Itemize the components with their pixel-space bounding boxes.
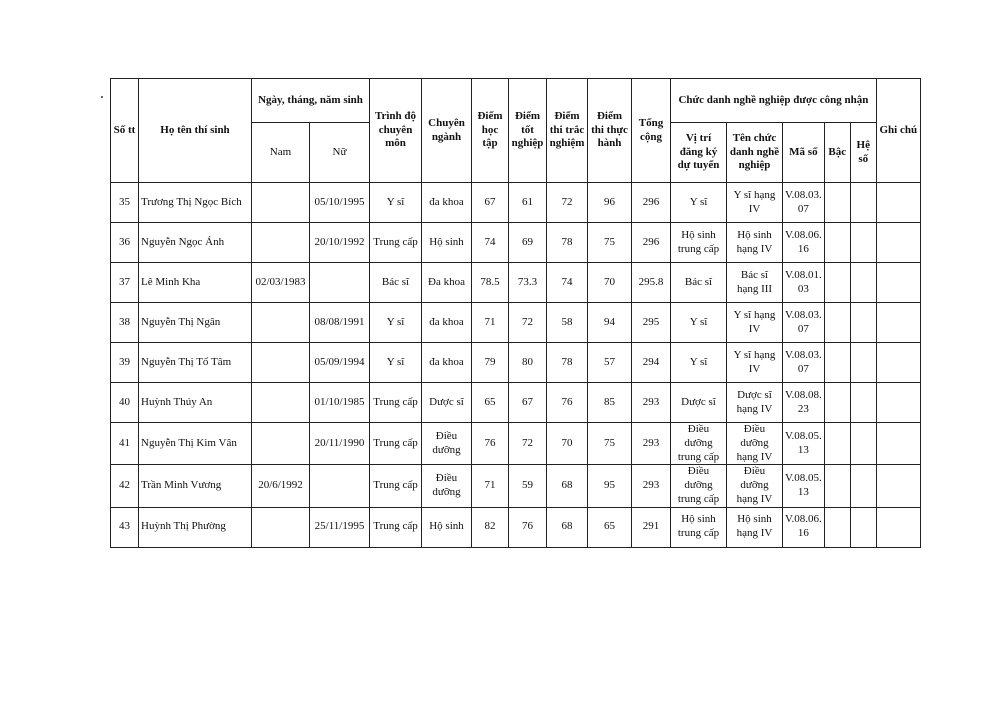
cell-note xyxy=(876,183,920,223)
cell-position: Y sĩ xyxy=(671,303,727,343)
cell-rank xyxy=(824,183,850,223)
cell-name: Trần Minh Vương xyxy=(139,465,252,507)
cell-code: V.08.05. 13 xyxy=(783,423,825,465)
cell-title: Bác sĩ hạng III xyxy=(727,263,783,303)
cell-major: Dược sĩ xyxy=(422,383,472,423)
cell-title: Dược sĩ hạng IV xyxy=(727,383,783,423)
cell-note xyxy=(876,223,920,263)
cell-position: Điều dưỡng trung cấp xyxy=(671,423,727,465)
cell-coef xyxy=(850,343,876,383)
table-row xyxy=(111,423,921,465)
cell-title: Y sĩ hạng IV xyxy=(727,183,783,223)
cell-level: Y sĩ xyxy=(370,343,422,383)
cell-grad: 73.3 xyxy=(509,263,547,303)
cell-test: 68 xyxy=(547,507,588,547)
cell-major: đa khoa xyxy=(422,303,472,343)
cell-female: 05/09/1994 xyxy=(310,343,370,383)
cell-title: Y sĩ hạng IV xyxy=(727,303,783,343)
cell-level: Y sĩ xyxy=(370,303,422,343)
cell-practice: 75 xyxy=(588,223,632,263)
cell-stt: 39 xyxy=(111,343,139,383)
cell-total: 293 xyxy=(632,423,671,465)
cell-rank xyxy=(824,507,850,547)
cell-practice: 94 xyxy=(588,303,632,343)
cell-coef xyxy=(850,303,876,343)
header-female: Nữ xyxy=(310,123,370,183)
cell-test: 76 xyxy=(547,383,588,423)
cell-study: 71 xyxy=(472,303,509,343)
cell-test: 72 xyxy=(547,183,588,223)
cell-grad: 59 xyxy=(509,465,547,507)
header-grad: Điểm tốt nghiệp xyxy=(509,79,547,183)
cell-male: 20/6/1992 xyxy=(252,465,310,507)
cell-male xyxy=(252,343,310,383)
cell-name: Nguyễn Thị Ngân xyxy=(139,303,252,343)
cell-name: Nguyễn Ngọc Ánh xyxy=(139,223,252,263)
cell-rank xyxy=(824,465,850,507)
table-row xyxy=(111,303,921,343)
cell-test: 78 xyxy=(547,223,588,263)
cell-position: Điều dưỡng trung cấp xyxy=(671,465,727,507)
cell-grad: 67 xyxy=(509,383,547,423)
cell-total: 293 xyxy=(632,383,671,423)
cell-total: 296 xyxy=(632,183,671,223)
cell-study: 74 xyxy=(472,223,509,263)
cell-position: Dược sĩ xyxy=(671,383,727,423)
header-test: Điểm thi trắc nghiệm xyxy=(547,79,588,183)
cell-total: 291 xyxy=(632,507,671,547)
cell-grad: 76 xyxy=(509,507,547,547)
cell-female xyxy=(310,263,370,303)
cell-study: 82 xyxy=(472,507,509,547)
cell-study: 65 xyxy=(472,383,509,423)
cell-rank xyxy=(824,223,850,263)
table-header xyxy=(111,79,921,183)
cell-major: Hộ sinh xyxy=(422,223,472,263)
cell-total: 295 xyxy=(632,303,671,343)
cell-coef xyxy=(850,263,876,303)
cell-level: Trung cấp xyxy=(370,507,422,547)
cell-position: Y sĩ xyxy=(671,343,727,383)
table-row xyxy=(111,465,921,507)
cell-male xyxy=(252,183,310,223)
cell-coef xyxy=(850,223,876,263)
cell-coef xyxy=(850,465,876,507)
cell-rank xyxy=(824,263,850,303)
cell-test: 78 xyxy=(547,343,588,383)
cell-code: V.08.03. 07 xyxy=(783,183,825,223)
cell-rank xyxy=(824,383,850,423)
header-title-group: Chức danh nghề nghiệp được công nhận xyxy=(671,79,877,123)
cell-code: V.08.01. 03 xyxy=(783,263,825,303)
cell-note xyxy=(876,343,920,383)
table-body xyxy=(111,183,921,548)
cell-practice: 95 xyxy=(588,465,632,507)
cell-rank xyxy=(824,343,850,383)
cell-rank xyxy=(824,303,850,343)
cell-female: 05/10/1995 xyxy=(310,183,370,223)
cell-study: 71 xyxy=(472,465,509,507)
cell-major: Điều dưỡng xyxy=(422,423,472,465)
cell-stt: 37 xyxy=(111,263,139,303)
cell-practice: 65 xyxy=(588,507,632,547)
cell-grad: 69 xyxy=(509,223,547,263)
cell-female xyxy=(310,465,370,507)
header-stt: Số tt xyxy=(111,79,139,183)
cell-coef xyxy=(850,423,876,465)
cell-major: đa khoa xyxy=(422,183,472,223)
header-rank: Bậc xyxy=(824,123,850,183)
header-coef: Hệ số xyxy=(850,123,876,183)
scan-speck xyxy=(101,96,103,98)
cell-name: Nguyễn Thị Tố Tâm xyxy=(139,343,252,383)
cell-major: Đa khoa xyxy=(422,263,472,303)
cell-practice: 57 xyxy=(588,343,632,383)
cell-stt: 35 xyxy=(111,183,139,223)
cell-total: 293 xyxy=(632,465,671,507)
cell-level: Trung cấp xyxy=(370,383,422,423)
cell-male xyxy=(252,423,310,465)
header-study: Điểm học tập xyxy=(472,79,509,183)
cell-practice: 70 xyxy=(588,263,632,303)
cell-name: Nguyễn Thị Kim Vân xyxy=(139,423,252,465)
cell-note xyxy=(876,303,920,343)
table-row xyxy=(111,383,921,423)
cell-female: 20/10/1992 xyxy=(310,223,370,263)
cell-grad: 72 xyxy=(509,423,547,465)
cell-code: V.08.06. 16 xyxy=(783,223,825,263)
cell-name: Lê Minh Kha xyxy=(139,263,252,303)
cell-level: Trung cấp xyxy=(370,465,422,507)
cell-female: 01/10/1985 xyxy=(310,383,370,423)
cell-level: Y sĩ xyxy=(370,183,422,223)
cell-female: 25/11/1995 xyxy=(310,507,370,547)
cell-major: Hộ sinh xyxy=(422,507,472,547)
header-major: Chuyên ngành xyxy=(422,79,472,183)
cell-grad: 72 xyxy=(509,303,547,343)
cell-total: 296 xyxy=(632,223,671,263)
cell-coef xyxy=(850,383,876,423)
cell-coef xyxy=(850,183,876,223)
header-dob: Ngày, tháng, năm sinh xyxy=(252,79,370,123)
cell-name: Huỳnh Thị Phường xyxy=(139,507,252,547)
candidate-score-table xyxy=(110,78,921,548)
table-row xyxy=(111,343,921,383)
cell-practice: 96 xyxy=(588,183,632,223)
cell-code: V.08.05. 13 xyxy=(783,465,825,507)
cell-position: Hộ sinh trung cấp xyxy=(671,507,727,547)
cell-position: Hộ sinh trung cấp xyxy=(671,223,727,263)
cell-male: 02/03/1983 xyxy=(252,263,310,303)
cell-code: V.08.03. 07 xyxy=(783,343,825,383)
header-total: Tổng cộng xyxy=(632,79,671,183)
cell-practice: 85 xyxy=(588,383,632,423)
cell-name: Trương Thị Ngọc Bích xyxy=(139,183,252,223)
cell-level: Bác sĩ xyxy=(370,263,422,303)
cell-title: Hộ sinh hạng IV xyxy=(727,223,783,263)
cell-note xyxy=(876,383,920,423)
cell-position: Bác sĩ xyxy=(671,263,727,303)
cell-note xyxy=(876,423,920,465)
cell-stt: 40 xyxy=(111,383,139,423)
cell-practice: 75 xyxy=(588,423,632,465)
cell-title: Hộ sinh hạng IV xyxy=(727,507,783,547)
table-row xyxy=(111,507,921,547)
cell-male xyxy=(252,507,310,547)
cell-major: Điều dưỡng xyxy=(422,465,472,507)
cell-test: 74 xyxy=(547,263,588,303)
cell-note xyxy=(876,263,920,303)
header-position: Vị trí đăng ký dự tuyển xyxy=(671,123,727,183)
cell-female: 20/11/1990 xyxy=(310,423,370,465)
cell-total: 295.8 xyxy=(632,263,671,303)
header-name: Họ tên thí sinh xyxy=(139,79,252,183)
cell-study: 78.5 xyxy=(472,263,509,303)
cell-title: Điều dưỡng hạng IV xyxy=(727,423,783,465)
cell-stt: 42 xyxy=(111,465,139,507)
cell-test: 70 xyxy=(547,423,588,465)
cell-female: 08/08/1991 xyxy=(310,303,370,343)
header-title-name: Tên chức danh nghề nghiệp xyxy=(727,123,783,183)
cell-title: Điều dưỡng hạng IV xyxy=(727,465,783,507)
cell-note xyxy=(876,507,920,547)
cell-name: Huỳnh Thúy An xyxy=(139,383,252,423)
cell-level: Trung cấp xyxy=(370,423,422,465)
cell-male xyxy=(252,223,310,263)
header-code: Mã số xyxy=(783,123,825,183)
cell-stt: 41 xyxy=(111,423,139,465)
header-male: Nam xyxy=(252,123,310,183)
header-level: Trình độ chuyên môn xyxy=(370,79,422,183)
cell-test: 58 xyxy=(547,303,588,343)
cell-code: V.08.03. 07 xyxy=(783,303,825,343)
table-row xyxy=(111,223,921,263)
cell-study: 67 xyxy=(472,183,509,223)
cell-male xyxy=(252,303,310,343)
cell-stt: 38 xyxy=(111,303,139,343)
cell-study: 79 xyxy=(472,343,509,383)
cell-stt: 36 xyxy=(111,223,139,263)
cell-code: V.08.08. 23 xyxy=(783,383,825,423)
cell-level: Trung cấp xyxy=(370,223,422,263)
table-row xyxy=(111,263,921,303)
cell-test: 68 xyxy=(547,465,588,507)
cell-stt: 43 xyxy=(111,507,139,547)
cell-male xyxy=(252,383,310,423)
cell-note xyxy=(876,465,920,507)
cell-grad: 61 xyxy=(509,183,547,223)
cell-total: 294 xyxy=(632,343,671,383)
cell-code: V.08.06. 16 xyxy=(783,507,825,547)
cell-coef xyxy=(850,507,876,547)
header-note: Ghi chú xyxy=(876,79,920,183)
cell-major: đa khoa xyxy=(422,343,472,383)
cell-study: 76 xyxy=(472,423,509,465)
cell-position: Y sĩ xyxy=(671,183,727,223)
table-row xyxy=(111,183,921,223)
cell-title: Y sĩ hạng IV xyxy=(727,343,783,383)
header-practice: Điểm thi thực hành xyxy=(588,79,632,183)
cell-grad: 80 xyxy=(509,343,547,383)
cell-rank xyxy=(824,423,850,465)
